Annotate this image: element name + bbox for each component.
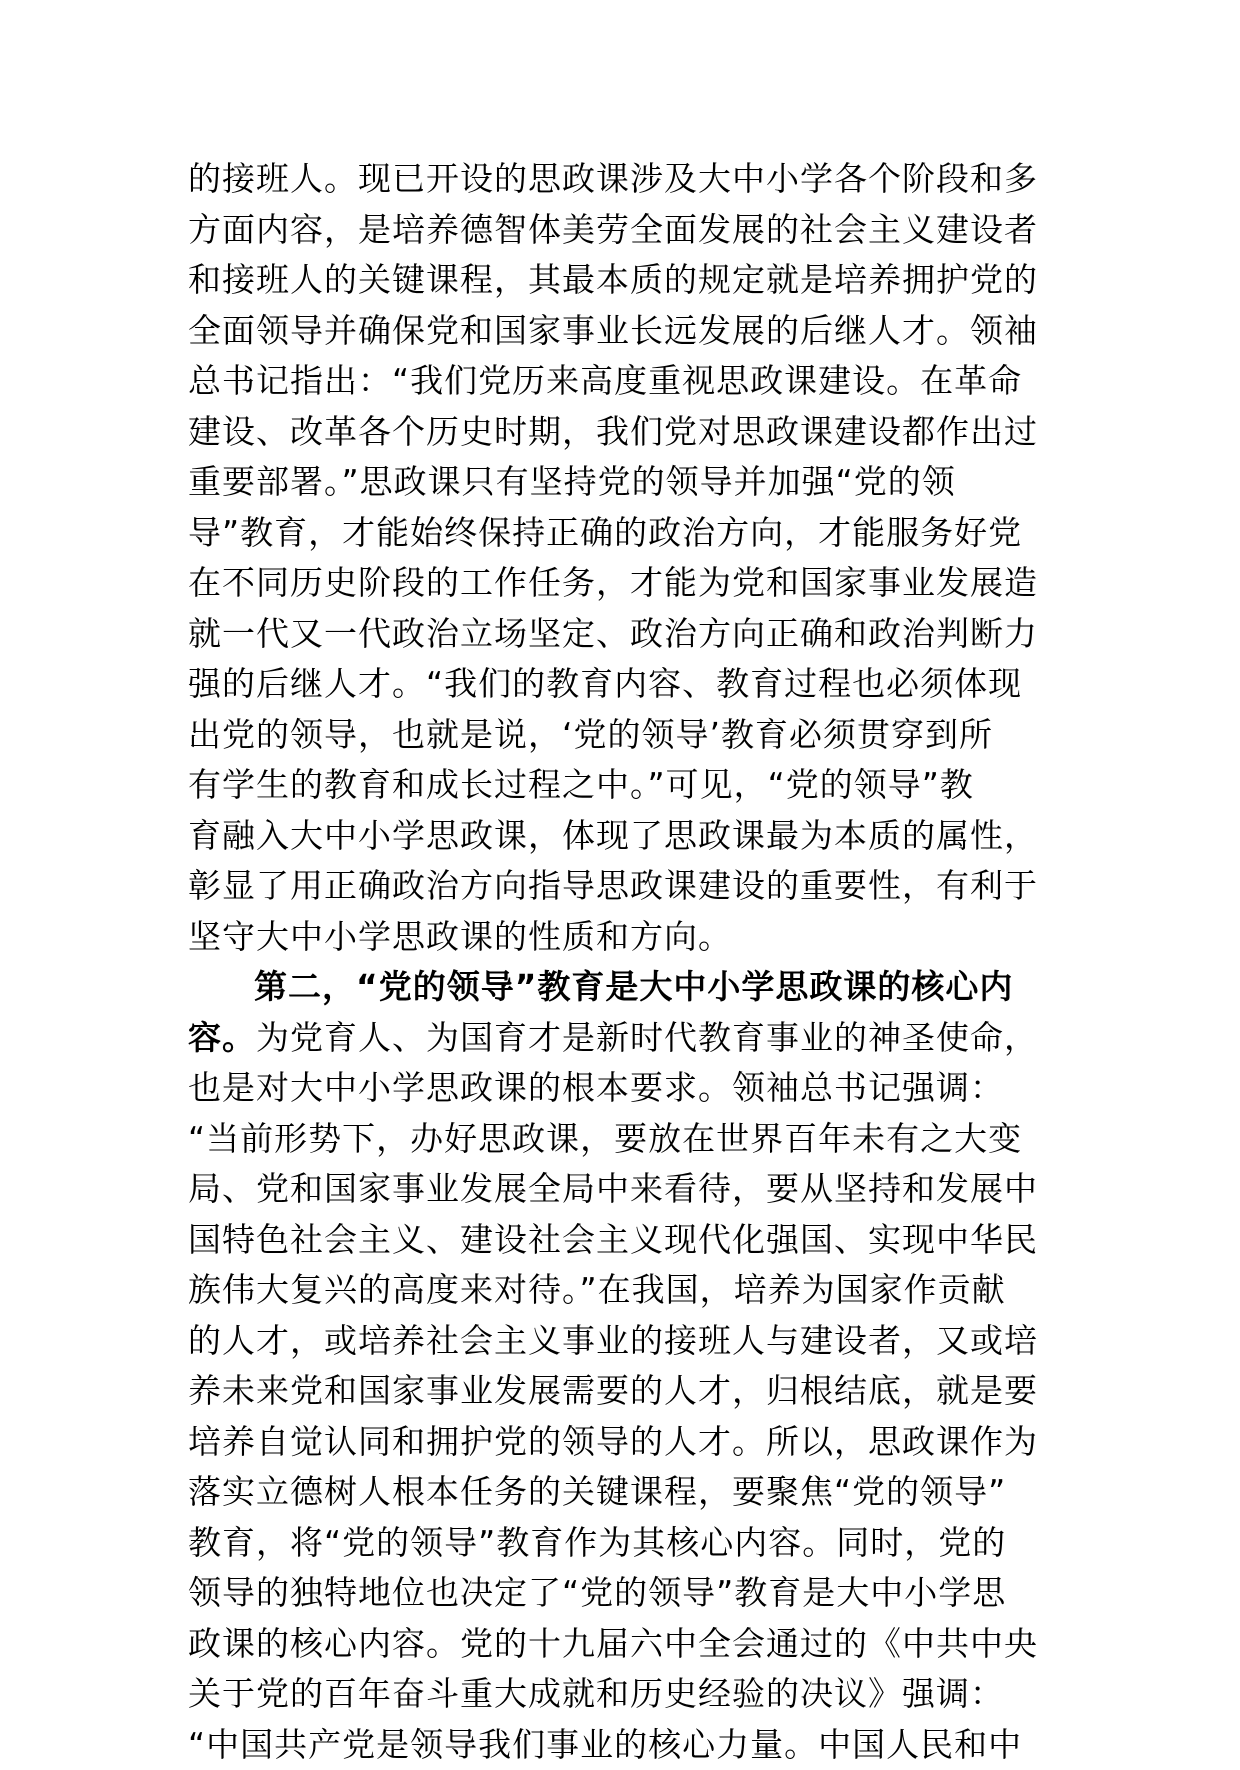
text-line: 培养自觉认同和拥护党的领导的人才。所以，思政课作为	[188, 1417, 1068, 1468]
paragraph-2	[188, 962, 1068, 1770]
text-line: 导”教育，才能始终保持正确的政治方向，才能服务好党	[188, 508, 1068, 559]
text-line: 坚守大中小学思政课的性质和方向。	[188, 912, 1068, 963]
text-line: 有学生的教育和成长过程之中。”可见，“党的领导”教	[188, 760, 1068, 811]
text-line: 出党的领导，也就是说，‘党的领导’教育必须贯穿到所	[188, 710, 1068, 761]
paragraph-1	[188, 154, 1068, 962]
text-line: 养未来党和国家事业发展需要的人才，归根结底，就是要	[188, 1366, 1068, 1417]
text-line: 局、党和国家事业发展全局中来看待，要从坚持和发展中	[188, 1164, 1068, 1215]
text-line: 国特色社会主义、建设社会主义现代化强国、实现中华民	[188, 1215, 1068, 1266]
text-line: 也是对大中小学思政课的根本要求。领袖总书记强调：	[188, 1063, 1068, 1114]
document-body	[188, 154, 1068, 1770]
text-line: 领导的独特地位也决定了“党的领导”教育是大中小学思	[188, 1568, 1068, 1619]
text-line	[188, 1013, 1068, 1064]
text-line: 就一代又一代政治立场坚定、政治方向正确和政治判断力	[188, 609, 1068, 660]
text-line: 关于党的百年奋斗重大成就和历史经验的决议》强调：	[188, 1669, 1068, 1720]
text-line: “当前形势下，办好思政课，要放在世界百年未有之大变	[188, 1114, 1068, 1165]
text-line: 彰显了用正确政治方向指导思政课建设的重要性，有利于	[188, 861, 1068, 912]
text-line: 方面内容，是培养德智体美劳全面发展的社会主义建设者	[188, 205, 1068, 256]
text-line: 强的后继人才。“我们的教育内容、教育过程也必须体现	[188, 659, 1068, 710]
text-line: 的接班人。现已开设的思政课涉及大中小学各个阶段和多	[188, 154, 1068, 205]
text-line: “中国共产党是领导我们事业的核心力量。中国人民和中	[188, 1720, 1068, 1770]
text-line: 落实立德树人根本任务的关键课程，要聚焦“党的领导”	[188, 1467, 1068, 1518]
text-line: 总书记指出：“我们党历来高度重视思政课建设。在革命	[188, 356, 1068, 407]
text-line: 族伟大复兴的高度来对待。”在我国，培养为国家作贡献	[188, 1265, 1068, 1316]
text-run: 为党育人、为国育才是新时代教育事业的神圣使命，	[256, 1018, 1038, 1057]
text-line: 和接班人的关键课程，其最本质的规定就是培养拥护党的	[188, 255, 1068, 306]
text-line: 全面领导并确保党和国家事业长远发展的后继人才。领袖	[188, 306, 1068, 357]
text-line: 的人才，或培养社会主义事业的接班人与建设者，又或培	[188, 1316, 1068, 1367]
text-line: 育融入大中小学思政课，体现了思政课最为本质的属性，	[188, 811, 1068, 862]
text-line: 建设、改革各个历史时期，我们党对思政课建设都作出过	[188, 407, 1068, 458]
section-heading: 第二，“党的领导”教育是大中小学思政课的核心内	[188, 962, 1068, 1013]
text-line: 教育，将“党的领导”教育作为其核心内容。同时，党的	[188, 1518, 1068, 1569]
text-line: 政课的核心内容。党的十九届六中全会通过的《中共中央	[188, 1619, 1068, 1670]
text-line: 重要部署。”思政课只有坚持党的领导并加强“党的领	[188, 457, 1068, 508]
section-heading-end: 容。	[188, 1018, 256, 1057]
text-line: 在不同历史阶段的工作任务，才能为党和国家事业发展造	[188, 558, 1068, 609]
